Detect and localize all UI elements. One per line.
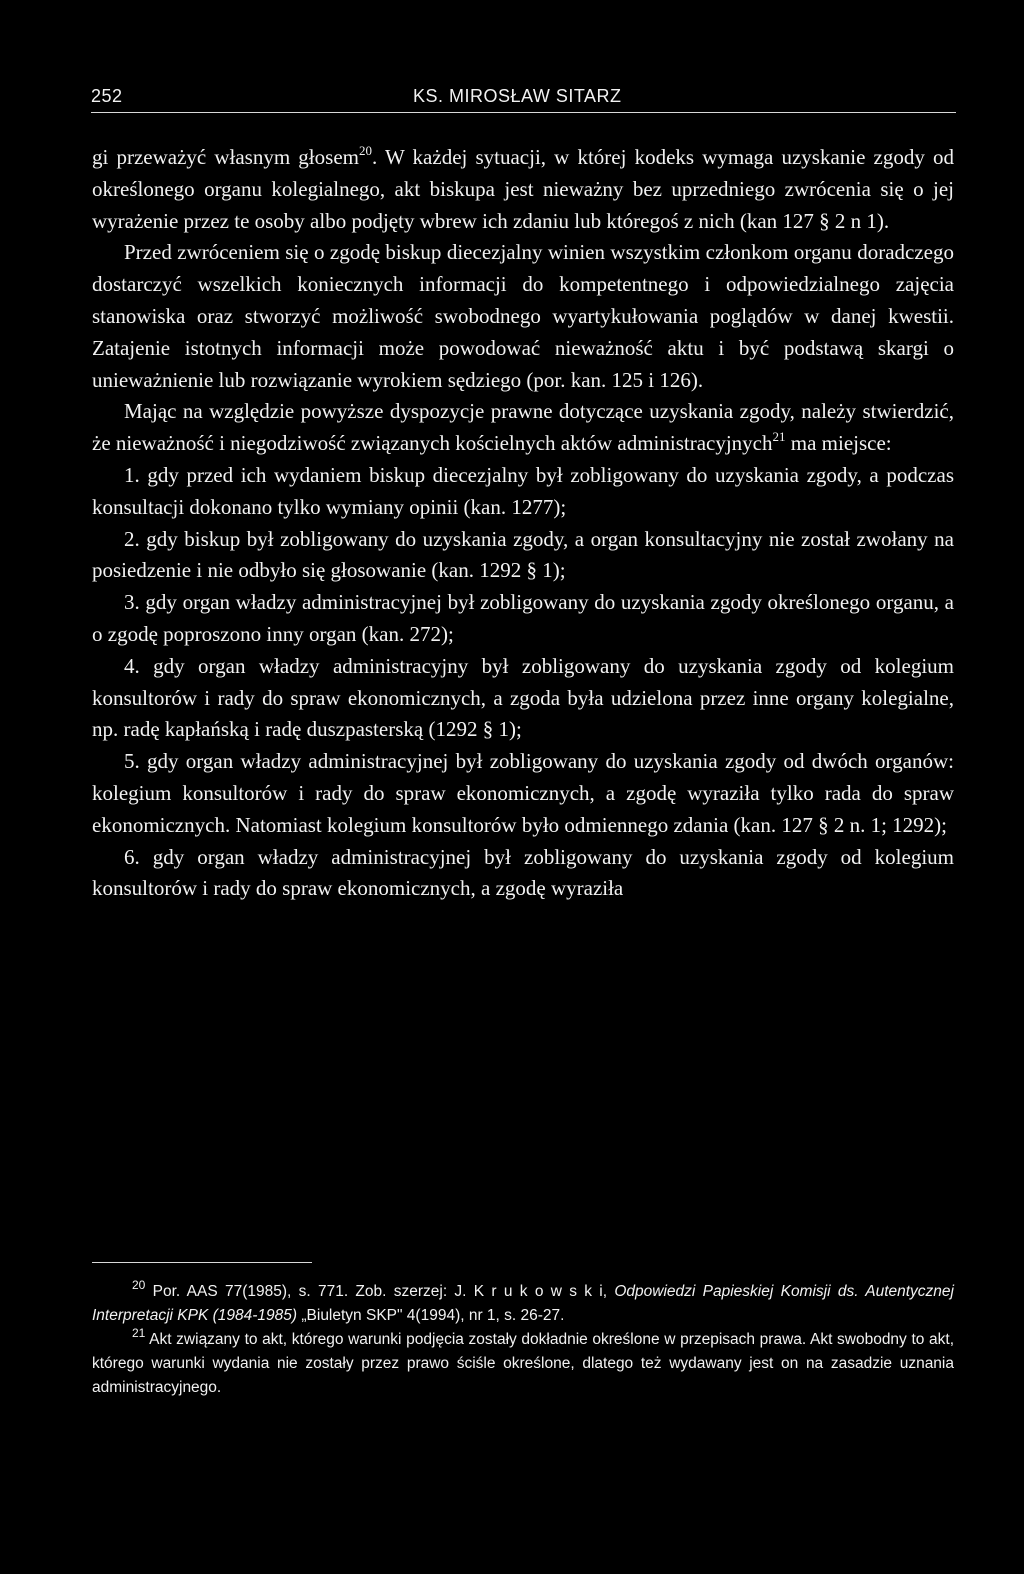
footnote-number: 21 xyxy=(132,1326,146,1340)
list-item: 2. gdy biskup był zobligowany do uzyskania zgody, a organ konsultacyjny nie został zwołany na posiedzenie i nie odbyło się głosowanie (kan. 1292 § 1); xyxy=(92,526,954,583)
footnote-text: „Biuletyn SKP" 4(1994), nr 1, s. 26-27. xyxy=(297,1307,565,1324)
footnote-21 xyxy=(92,1328,954,1400)
list-item: 3. gdy organ władzy administracyjnej był zobligowany do uzyskania zgody określonego organu, a o zgodę poproszono inny organ (kan. 272); xyxy=(92,590,954,646)
footnote-title: Odpowiedzi Papieskiej Komisji ds. Autentycznej Interpretacji KPK (1984-1985) xyxy=(92,1283,954,1324)
paragraph-text: gi przeważyć własnym głosem xyxy=(92,145,359,169)
footnote-author: K r u k o w s k i xyxy=(473,1283,603,1300)
list-item: 6. gdy organ władzy administracyjnej był zobligowany do uzyskania zgody od kolegium konsultorów i rady do spraw ekonomicznych, a zgodę wyraziła xyxy=(92,844,954,901)
page-number: 252 xyxy=(91,86,123,106)
paragraph-text: Mając na względzie powyższe dyspozycje prawne dotyczące uzyskania zgody, należy stwierdzić, że nieważność i niegodziwość związanych kościelnych aktów administracyjnych xyxy=(92,399,954,456)
footnote-20 xyxy=(92,1280,954,1328)
main-text xyxy=(92,142,954,905)
footnote-ref: 21 xyxy=(772,429,786,445)
footnotes xyxy=(92,1280,954,1400)
paragraph: Przed zwróceniem się o zgodę biskup diecezjalny winien wszystkim członkom organu doradczego dostarczyć wszelkich koniecznych informacji do kompetentnego i odpowiedzialnego zajęcia stanowiska oraz stworzyć możliwość swobodnego wyartykułowania poglądów w danej kwestii. Zatajenie istotnych informacji może powodować nieważność aktu i być podstawą skargi o unieważnienie lub rozwiązanie wyrokiem sędziego (por. kan. 125 i 126). xyxy=(92,240,954,392)
footnote-text: Por. AAS 77(1985), s. 771. Zob. szerzej: J. xyxy=(145,1283,474,1300)
paragraph xyxy=(92,396,954,460)
footnote-ref: 20 xyxy=(358,143,372,158)
footnote-text: , xyxy=(602,1283,615,1300)
list-item: 4. gdy organ władzy administracyjny był zobligowany do uzyskania zgody od kolegium konsultorów i rady do spraw ekonomicznych, a zgoda była udzielona przez inne organy kolegialne, np. radę kapłańską i radę duszpasterską (1292 § 1); xyxy=(92,653,954,742)
list-item: 5. gdy organ władzy administracyjnej był zobligowany do uzyskania zgody od dwóch organów: kolegium konsultorów i rady do spraw ekonomicznych, a zgodę wyraziła tylko rada do spraw ekonomicznych. Natomiast kolegium konsultorów było odmiennego zdania (kan. 127 § 2 n. 1; 1292); xyxy=(92,749,954,837)
paragraph-text: . W każdej sytuacji, w której kodeks wymaga uzyskanie zgody od określonego organu kolegialnego, akt biskupa jest nieważny bez uprzedniego zwrócenia się o jej wyrażenie przez te osoby albo podjęty wbrew ich zdaniu lub któregoś z nich (kan 127 § 2 n 1). xyxy=(92,145,955,233)
footnote-number: 20 xyxy=(132,1278,146,1292)
footnote-divider xyxy=(92,1262,312,1263)
paragraph xyxy=(92,142,954,237)
list-item: 1. gdy przed ich wydaniem biskup diecezjalny był zobligowany do uzyskania zgody, a podczas konsultacji dokonano tylko wymiany opinii (kan. 1277); xyxy=(92,462,954,519)
running-head: KS. MIROSŁAW SITARZ xyxy=(413,86,622,106)
paragraph-text: ma miejsce: xyxy=(785,431,892,456)
footnote-text: Akt związany to akt, którego warunki podjęcia zostały dokładnie określone w przepisach prawa. Akt swobodny to akt, którego warunki wydania nie zostały przez prawo ściśle określone, dlatego też wydawany jest on na zasadzie uznania administracyjnego. xyxy=(92,1331,954,1396)
page-header xyxy=(91,86,956,113)
